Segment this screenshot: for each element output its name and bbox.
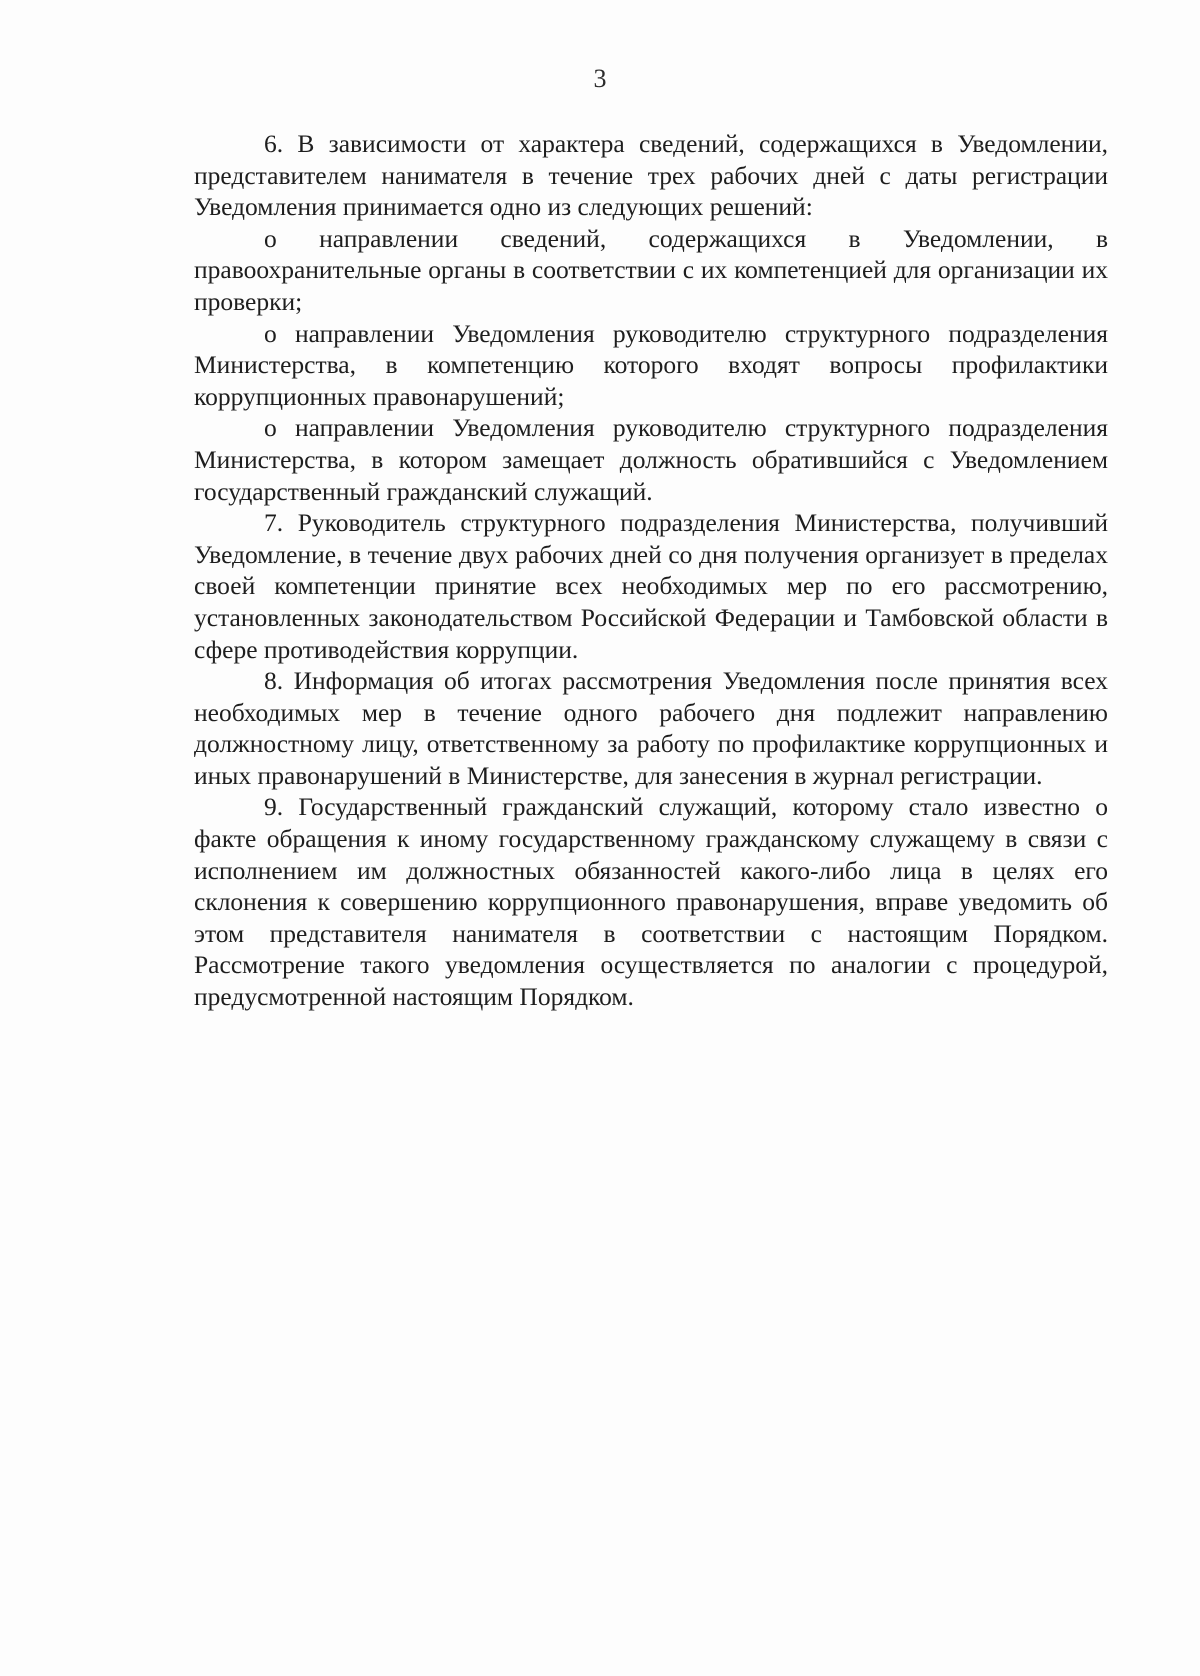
paragraph-9: 9. Государственный гражданский служащий, которому стало известно о факте обращения к иному государственному гражданскому служащему в связи с исполнением им должностных обязанностей какого-либо лица в целях его склонения к совершению коррупционного правонарушения, вправе уведомить об этом представителя нанимателя в соответствии с настоящим Порядком. Рассмотрение такого уведомления осуществляется по аналогии с процедурой, предусмотренной настоящим Порядком. [194,792,1108,1012]
paragraph-6: 6. В зависимости от характера сведений, содержащихся в Уведомлении, представителем нанимателя в течение трех рабочих дней с даты регистрации Уведомления принимается одно из следующих решений: [194,129,1108,222]
page-number: 3 [593,64,607,93]
paragraph-6-option-2: о направлении Уведомления руководителю структурного подразделения Министерства, в компетенцию которого входят вопросы профилактики коррупционных правонарушений; [194,318,1108,411]
paragraph-8: 8. Информация об итогах рассмотрения Уведомления после принятия всех необходимых мер в течение одного рабочего дня подлежит направлению должностному лицу, ответственному за работу по профилактике коррупционных и иных правонарушений в Министерстве, для занесения в журнал регистрации. [194,666,1108,790]
document-body [194,128,1108,1013]
paragraph-7: 7. Руководитель структурного подразделения Министерства, получивший Уведомление, в течение двух рабочих дней со дня получения организует в пределах своей компетенции принятие всех необходимых мер по его рассмотрению, установленных законодательством Российской Федерации и Тамбовской области в сфере противодействия коррупции. [194,508,1108,664]
paragraph-6-option-3: о направлении Уведомления руководителю структурного подразделения Министерства, в котором замещает должность обратившийся с Уведомлением государственный гражданский служащий. [194,413,1108,506]
paragraph-6-option-1: о направлении сведений, содержащихся в Уведомлении, в правоохранительные органы в соответствии с их компетенцией для организации их проверки; [194,223,1108,316]
